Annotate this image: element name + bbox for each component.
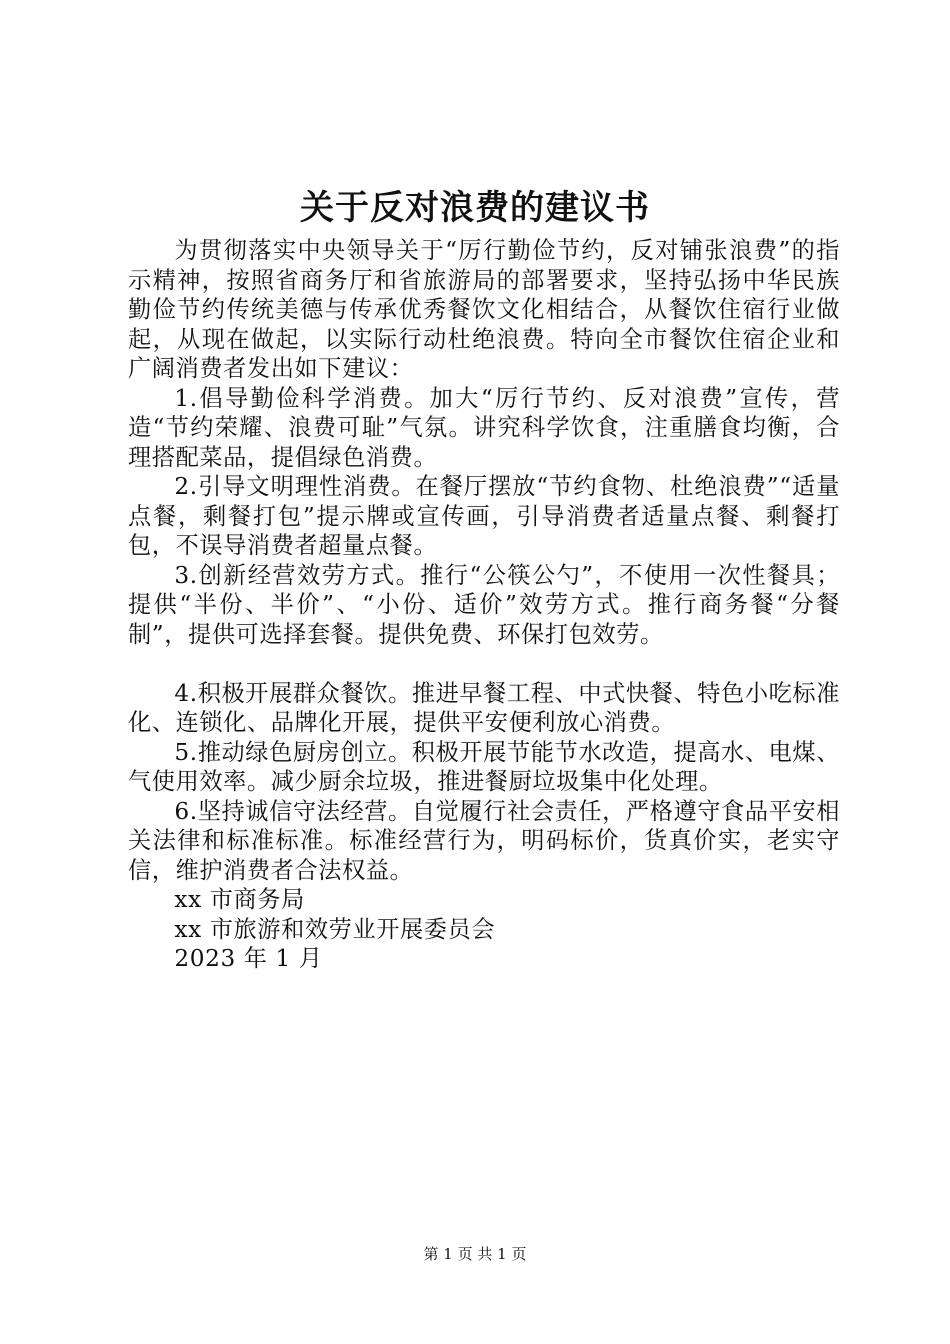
suggestion-item-6: 6.坚持诚信守法经营。自觉履行社会责任，严格遵守食品平安相关法律和标准标准。标准经营行为，明码标价，货真价实，老实守信，维护消费者合法权益。 <box>128 797 840 884</box>
suggestion-item-4: 4.积极开展群众餐饮。推进早餐工程、中式快餐、特色小吃标准化、连锁化、品牌化开展，提供平安便利放心消费。 <box>128 679 840 736</box>
suggestion-item-5: 5.推动绿色厨房创立。积极开展节能节水改造，提高水、电煤、气使用效率。减少厨余垃圾，推进餐厨垃圾集中化处理。 <box>128 738 840 795</box>
signature-tourism-committee: xx 市旅游和效劳业开展委员会 <box>174 915 496 943</box>
suggestion-item-1: 1.倡导勤俭科学消费。加大“厉行节约、反对浪费”宣传，营造“节约荣耀、浪费可耻”气氛。讲究科学饮食，注重膳食均衡，合理搭配菜品，提倡绿色消费。 <box>128 384 840 471</box>
signature-date: 2023 年 1 月 <box>174 945 323 972</box>
signature-commerce-bureau: xx 市商务局 <box>174 886 305 913</box>
suggestion-item-3: 3.创新经营效劳方式。推行“公筷公勺”，不使用一次性餐具；提供“半份、半价”、“小份、适价”效劳方式。推行商务餐“分餐制”，提供可选择套餐。提供免费、环保打包效劳。 <box>128 561 840 648</box>
page-footer: 第 1 页 共 1 页 <box>423 1245 527 1263</box>
intro-paragraph: 为贯彻落实中央领导关于“厉行勤俭节约，反对铺张浪费”的指示精神，按照省商务厅和省旅游局的部署要求，坚持弘扬中华民族勤俭节约传统美德与传承优秀餐饮文化相结合，从餐饮住宿行业做起，从现在做起，以实际行动杜绝浪费。特向全市餐饮住宿企业和广阔消费者发出如下建议： <box>128 237 840 382</box>
document-body <box>128 236 840 974</box>
document-title: 关于反对浪费的建议书 <box>300 188 650 228</box>
suggestion-item-2: 2.引导文明理性消费。在餐厅摆放“节约食物、杜绝浪费”“适量点餐，剩餐打包”提示牌或宣传画，引导消费者适量点餐、剩餐打包，不误导消费者超量点餐。 <box>128 473 840 559</box>
